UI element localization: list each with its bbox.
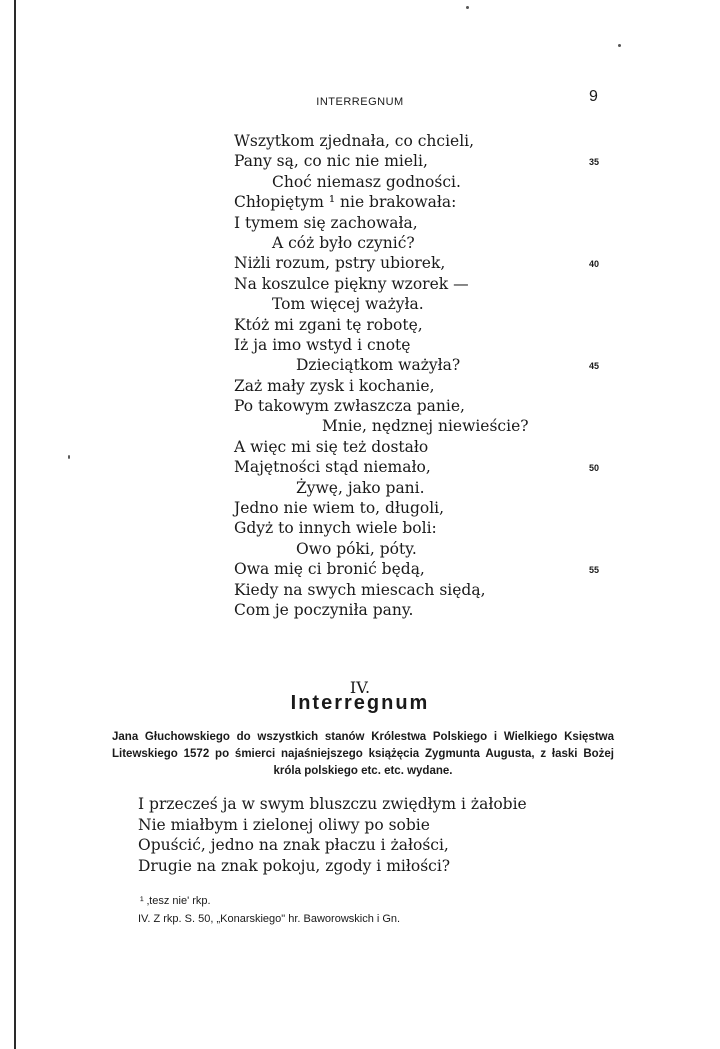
footnote-2: IV. Z rkp. S. 50, „Konarskiego" hr. Baworowskich i Gn. bbox=[138, 913, 401, 925]
verse-line: Jedno nie wiem to, długoli, bbox=[234, 499, 445, 518]
verse-line: Na koszulce piękny wzorek — bbox=[234, 274, 469, 293]
verse-line: Com je poczyniła pany. bbox=[234, 600, 414, 619]
line-number: 45 bbox=[589, 361, 600, 372]
verse-line: I przecześ ja w swym bluszczu zwiędłym i żałobie bbox=[138, 795, 527, 813]
line-number: 55 bbox=[589, 565, 600, 576]
speck bbox=[68, 455, 70, 459]
page-edge-line bbox=[14, 0, 16, 1049]
verse-line: I tymem się zachowała, bbox=[234, 213, 418, 232]
verse-line: Zaż mały zysk i kochanie, bbox=[234, 376, 435, 395]
section-subtitle: Jana Głuchowskiego do wszystkich stanów Królestwa Polskiego i Wielkiego Księstwa Litewskiego 1572 po śmierci najaśniejszego książęcia Zygmunta Augusta, z łaski Bożej króla polskiego etc. etc. wydane. bbox=[112, 731, 614, 777]
speck bbox=[618, 44, 621, 47]
verse-line: Wszytkom zjednała, co chcieli, bbox=[234, 132, 475, 150]
verse-line: Po takowym zwłaszcza panie, bbox=[234, 397, 465, 416]
verse-line: Nie miałbym i zielonej oliwy po sobie bbox=[138, 815, 430, 834]
footnote-1-text: ‚tesz nie' rkp. bbox=[146, 895, 211, 907]
section-number: IV. bbox=[349, 678, 371, 697]
verse-line: Iż ja imo wstyd i cnotę bbox=[234, 335, 411, 354]
line-number: 50 bbox=[589, 463, 600, 474]
verse-line: Tom więcej ważyła. bbox=[272, 295, 424, 314]
running-head: INTERREGNUM bbox=[316, 96, 404, 108]
verse-line: Owo póki, póty. bbox=[296, 539, 417, 558]
verse-line: Majętności stąd niemało, bbox=[234, 458, 431, 477]
verse-line: Gdyż to innych wiele boli: bbox=[234, 519, 437, 538]
verse-line: Pany są, co nic nie mieli, bbox=[234, 152, 428, 171]
verse-line: Owa mię ci bronić będą, bbox=[234, 560, 425, 579]
section-title: Interregnum bbox=[290, 692, 430, 714]
page-number: 9 bbox=[589, 88, 598, 105]
speck bbox=[466, 6, 469, 9]
verse-line: Żywę, jako pani. bbox=[296, 478, 425, 497]
footnote-1-mark: ¹ bbox=[140, 895, 144, 907]
verse-line: Niżli rozum, pstry ubiorek, bbox=[234, 254, 446, 273]
verse-line: A cóż było czynić? bbox=[272, 233, 415, 252]
poem-top bbox=[234, 131, 529, 620]
verse-line: Któż mi zgani tę robotę, bbox=[234, 315, 423, 334]
verse-line: Opuścić, jedno na znak płaczu i żałości, bbox=[138, 836, 449, 855]
line-number: 40 bbox=[589, 259, 600, 270]
footnotes bbox=[138, 892, 400, 928]
verse-line: Mnie, nędznej niewieście? bbox=[322, 417, 529, 436]
verse-line: Drugie na znak pokoju, zgody i miłości? bbox=[138, 856, 451, 875]
line-number: 35 bbox=[589, 157, 600, 168]
footnote-1 bbox=[138, 892, 400, 910]
verse-line: Chłopiętym ¹ nie brakowała: bbox=[234, 193, 457, 212]
verse-line: Kiedy na swych miescach siędą, bbox=[234, 580, 486, 599]
poem-bottom bbox=[138, 794, 527, 876]
verse-line: Choć niemasz godności. bbox=[272, 172, 461, 191]
verse-line: A więc mi się też dostało bbox=[234, 437, 429, 456]
verse-line: Dzieciątkom ważyła? bbox=[296, 356, 461, 375]
